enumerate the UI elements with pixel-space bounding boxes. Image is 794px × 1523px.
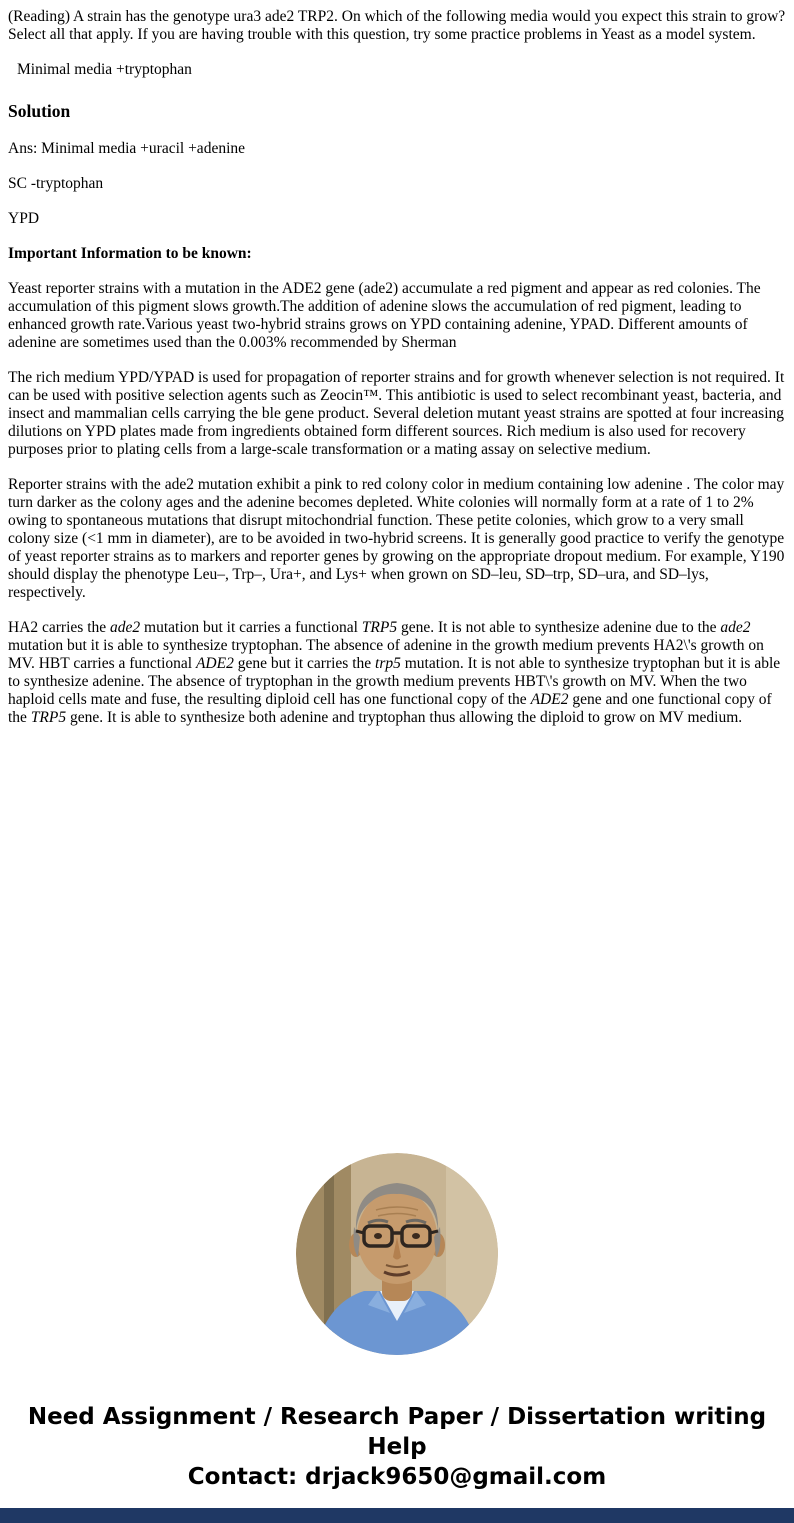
answer-line: YPD (8, 210, 40, 227)
solution-paragraph: Yeast reporter strains with a mutation in the ADE2 gene (ade2) accumulate a red pigment and appear as red colonies. The accumulation of this pigment slows growth.The addition of adenine slows the accumulation of red pigment, leading to enhanced growth rate.Various yeast two-hybrid strains grows on YPD containing adenine, YPAD. Different amounts of adenine are sometimes used than the 0.003% recommended by Sherman (8, 280, 761, 351)
solution-heading: Solution (8, 101, 71, 121)
footer-heading: Need Assignment / Research Paper / Dissertation writing Help (27, 1404, 767, 1460)
footer (0, 1402, 794, 1492)
solution-paragraph: HA2 carries the ade2 mutation but it carries a functional TRP5 gene. It is not able to synthesize adenine due to the ade2 mutation but it is able to synthesize tryptophan. The absence of adenine in the growth medium prevents HA2\'s growth on MV. HBT carries a functional ADE2 gene but it carries the trp5 mutation. It is not able to synthesize tryptophan but it is able to synthesize adenine. The absence of tryptophan in the growth medium prevents HBT\'s growth on MV. When the two haploid cells mate and fuse, the resulting diploid cell has one functional copy of the ADE2 gene and one functional copy of the TRP5 gene. It is able to synthesize both adenine and tryptophan thus allowing the diploid to grow on MV medium. (8, 619, 781, 726)
avatar (296, 1153, 498, 1355)
solution-paragraph: The rich medium YPD/YPAD is used for propagation of reporter strains and for growth whenever selection is not required. It can be used with positive selection agents such as Zeocin™. This antibiotic is used to select recombinant yeast, bacteria, and insect and mammalian cells carrying the ble gene product. Several deletion mutant yeast strains are spotted at four increasing dilutions on YPD plates made from ingredients obtained form different sources. Rich medium is also used for recovery purposes prior to plating cells from a large-scale transformation or a mating assay on selective medium. (8, 369, 785, 458)
answer-line: SC -tryptophan (8, 175, 104, 192)
solution-paragraphs (8, 280, 786, 727)
answer-line: Ans: Minimal media +uracil +adenine (8, 140, 246, 157)
footer-contact: Contact: drjack9650@gmail.com (187, 1464, 607, 1490)
info-heading: Important Information to be known: (8, 245, 252, 262)
footer-bar (0, 1508, 794, 1523)
answer-option: Minimal media +tryptophan (17, 61, 192, 78)
person-photo-icon (296, 1153, 498, 1355)
solution-paragraph: Reporter strains with the ade2 mutation exhibit a pink to red colony color in medium containing low adenine . The color may turn darker as the colony ages and the adenine becomes depleted. White colonies will normally form at a rate of 1 to 2% owing to spontaneous mutations that disrupt mitochondrial function. These petite colonies, which grow to a very small colony size (<1 mm in diameter), are to be avoided in two-hybrid screens. It is generally good practice to verify the genotype of yeast reporter strains as to markers and reporter genes by growing on the appropriate dropout medium. For example, Y190 should display the phenotype Leu–, Trp–, Ura+, and Lys+ when grown on SD–leu, SD–trp, SD–ura, and SD–lys, respectively. (8, 476, 785, 601)
document-content (0, 0, 794, 727)
question-text: (Reading) A strain has the genotype ura3 ade2 TRP2. On which of the following media would you expect this strain to grow? Select all that apply. If you are having trouble with this question, try some practice problems in Yeast as a model system. (8, 8, 786, 43)
